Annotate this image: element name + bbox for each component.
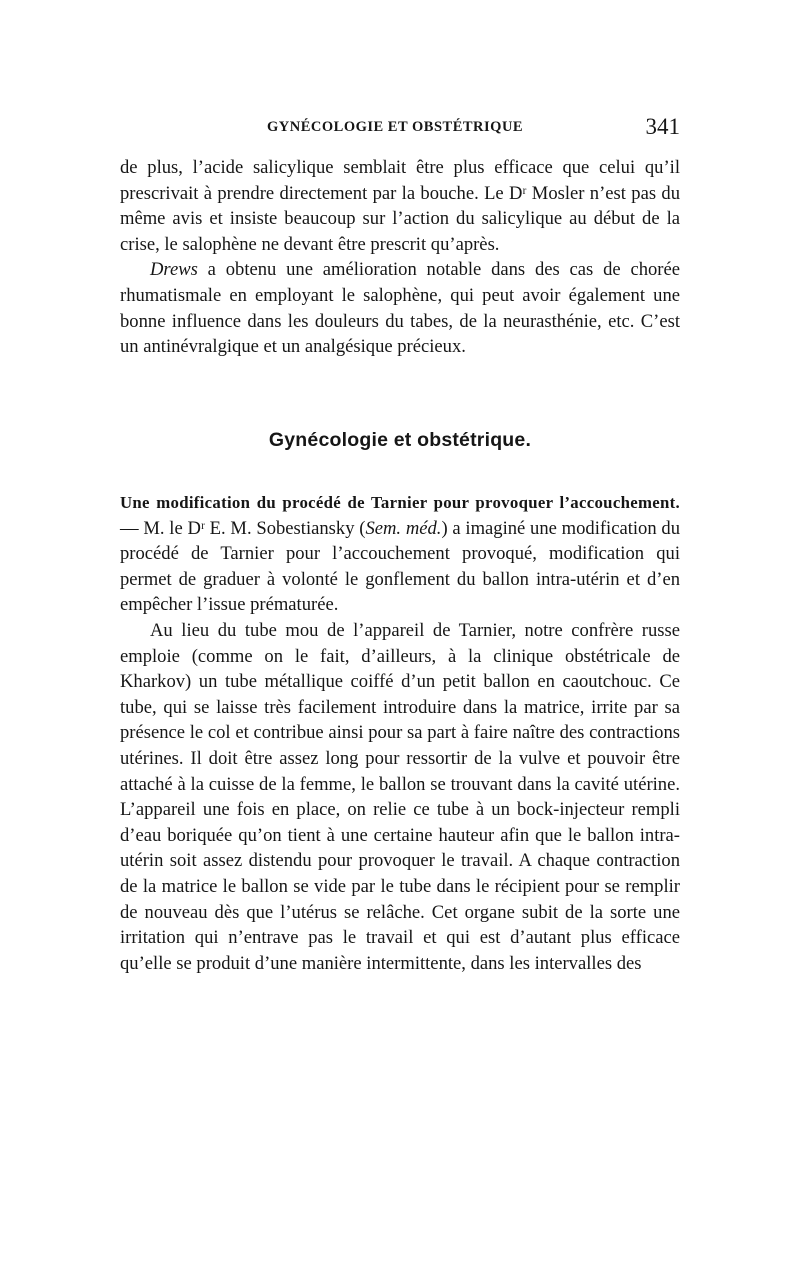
article-lead-end: ) a imaginé une modification du procédé de Tarnier pour l’accouchement provoqué, modification qui permet de graduer à volonté le gonflement du ballon intra-utérin et d’en empêcher l’issue prématurée. <box>120 517 680 616</box>
author-name: Drews <box>150 259 198 281</box>
paragraph-drews-text: a obtenu une amélioration notable dans des cas de chorée rhumatismale en employant le salophène, qui peut avoir également une bonne influence dans les douleurs du tabes, de la neurasthénie, etc. C’est un antinévralgique et un analgésique précieux. <box>120 259 680 358</box>
article-lead-start: — M. le Dʳ E. M. Sobestiansky ( <box>120 517 366 539</box>
article-title: Une modification du procédé de Tarnier pour provoquer l’accouchement. <box>120 493 680 512</box>
article-source: Sem. méd. <box>365 517 442 539</box>
page-number: 341 <box>645 114 680 139</box>
running-title: GYNÉCOLOGIE ET OBSTÉTRIQUE <box>267 119 524 135</box>
section-heading: Gynécologie et obstétrique. <box>268 429 532 451</box>
running-head <box>120 116 680 140</box>
article-paragraph-2: Au lieu du tube mou de l’appareil de Tarnier, notre confrère russe emploie (comme on le fait, d’ailleurs, à la clinique obstétricale de Kharkov) un tube métallique coiffé d’un petit ballon en caoutchouc. Ce tube, qui se laisse très facilement introduire dans la matrice, irrite par sa présence le col et contribue ainsi pour sa part à faire naître des contractions utérines. Il doit être assez long pour ressortir de la vulve et pouvoir être attaché à la cuisse de la femme, le ballon se trouvant dans la cavité utérine. L’appareil une fois en place, on relie ce tube à un bock-injecteur rempli d’eau boriquée qu’on tient à une certaine hauteur afin que le ballon intra-utérin soit assez distendu pour provoquer le travail. A chaque contraction de la matrice le ballon se vide par le tube dans le récipient pour se remplir de nouveau dès que l’utérus se relâche. Cet organe subit de la sorte une irritation qui n’entrave pas le travail et qui est d’autant plus efficace qu’elle se produit d’une manière intermittente, dans les intervalles des <box>120 619 680 974</box>
intro-text <box>120 155 680 360</box>
paragraph-drews <box>120 257 680 359</box>
article-text <box>120 490 680 976</box>
article-lead-paragraph <box>120 490 680 618</box>
paragraph-continuation: de plus, l’acide salicylique semblait être plus efficace que celui qu’il prescrivait à prendre directement par la bouche. Le Dʳ Mosler n’est pas du même avis et insiste beaucoup sur l’action du salicylique au début de la crise, le salophène ne devant être prescrit qu’après. <box>120 157 680 255</box>
